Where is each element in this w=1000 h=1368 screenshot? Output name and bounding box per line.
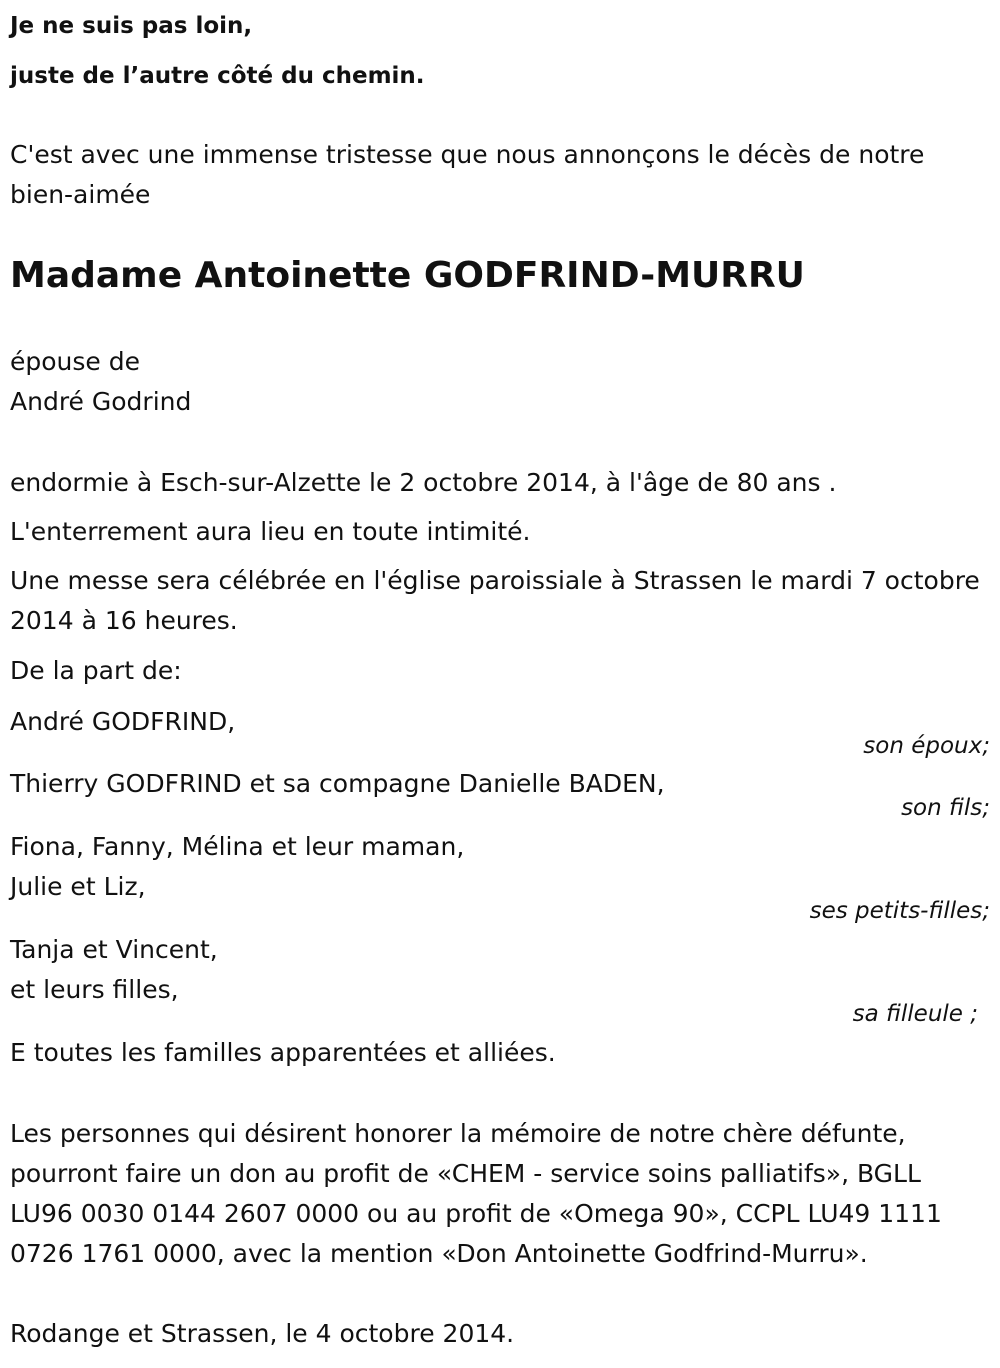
mass-details: Une messe sera célébrée en l'église paroissiale à Strassen le mardi 7 octobre 2014 à 16 heures. [10, 566, 980, 635]
death-details: endormie à Esch-sur-Alzette le 2 octobre 2014, à l'âge de 80 ans . [10, 468, 837, 497]
intro-text: C'est avec une immense tristesse que nous annonçons le décès de notre bien-aimée [10, 140, 925, 209]
family-member-line: Fiona, Fanny, Mélina et leur maman, [10, 832, 465, 861]
poem-line-2: juste de l’autre côté du chemin. [10, 63, 425, 89]
family-member-line: et leurs filles, [10, 975, 179, 1004]
signature-line: Rodange et Strassen, le 4 octobre 2014. [10, 1319, 515, 1348]
poem-line-1: Je ne suis pas loin, [10, 13, 253, 39]
family-relation: sa filleule ; [852, 1001, 978, 1027]
family-relation: son époux; [863, 733, 990, 759]
spouse-name: André Godrind [10, 387, 192, 416]
burial-details: L'enterrement aura lieu en toute intimité. [10, 517, 531, 546]
family-member-line: Thierry GODFRIND et sa compagne Danielle BADEN, [10, 769, 665, 798]
family-relation: son fils; [901, 795, 990, 821]
family-header: De la part de: [10, 656, 182, 685]
deceased-name: Madame Antoinette GODFRIND-MURRU [10, 255, 805, 296]
family-relation: ses petits-filles; [809, 898, 990, 924]
donation-text: Les personnes qui désirent honorer la mémoire de notre chère défunte, pourront faire un don au profit de «CHEM - service soins palliatifs», BGLL LU96 0030 0144 2607 0000 ou au profit de «Omega 90», CCPL LU49 1111 0726 1761 0000, avec la mention «Don Antoinette Godfrind-Murru». [10, 1119, 942, 1268]
family-closing: E toutes les familles apparentées et alliées. [10, 1038, 556, 1067]
spouse-label: épouse de [10, 347, 140, 376]
family-member-line: André GODFRIND, [10, 707, 236, 736]
family-member-line: Julie et Liz, [10, 872, 146, 901]
family-member-line: Tanja et Vincent, [10, 935, 218, 964]
